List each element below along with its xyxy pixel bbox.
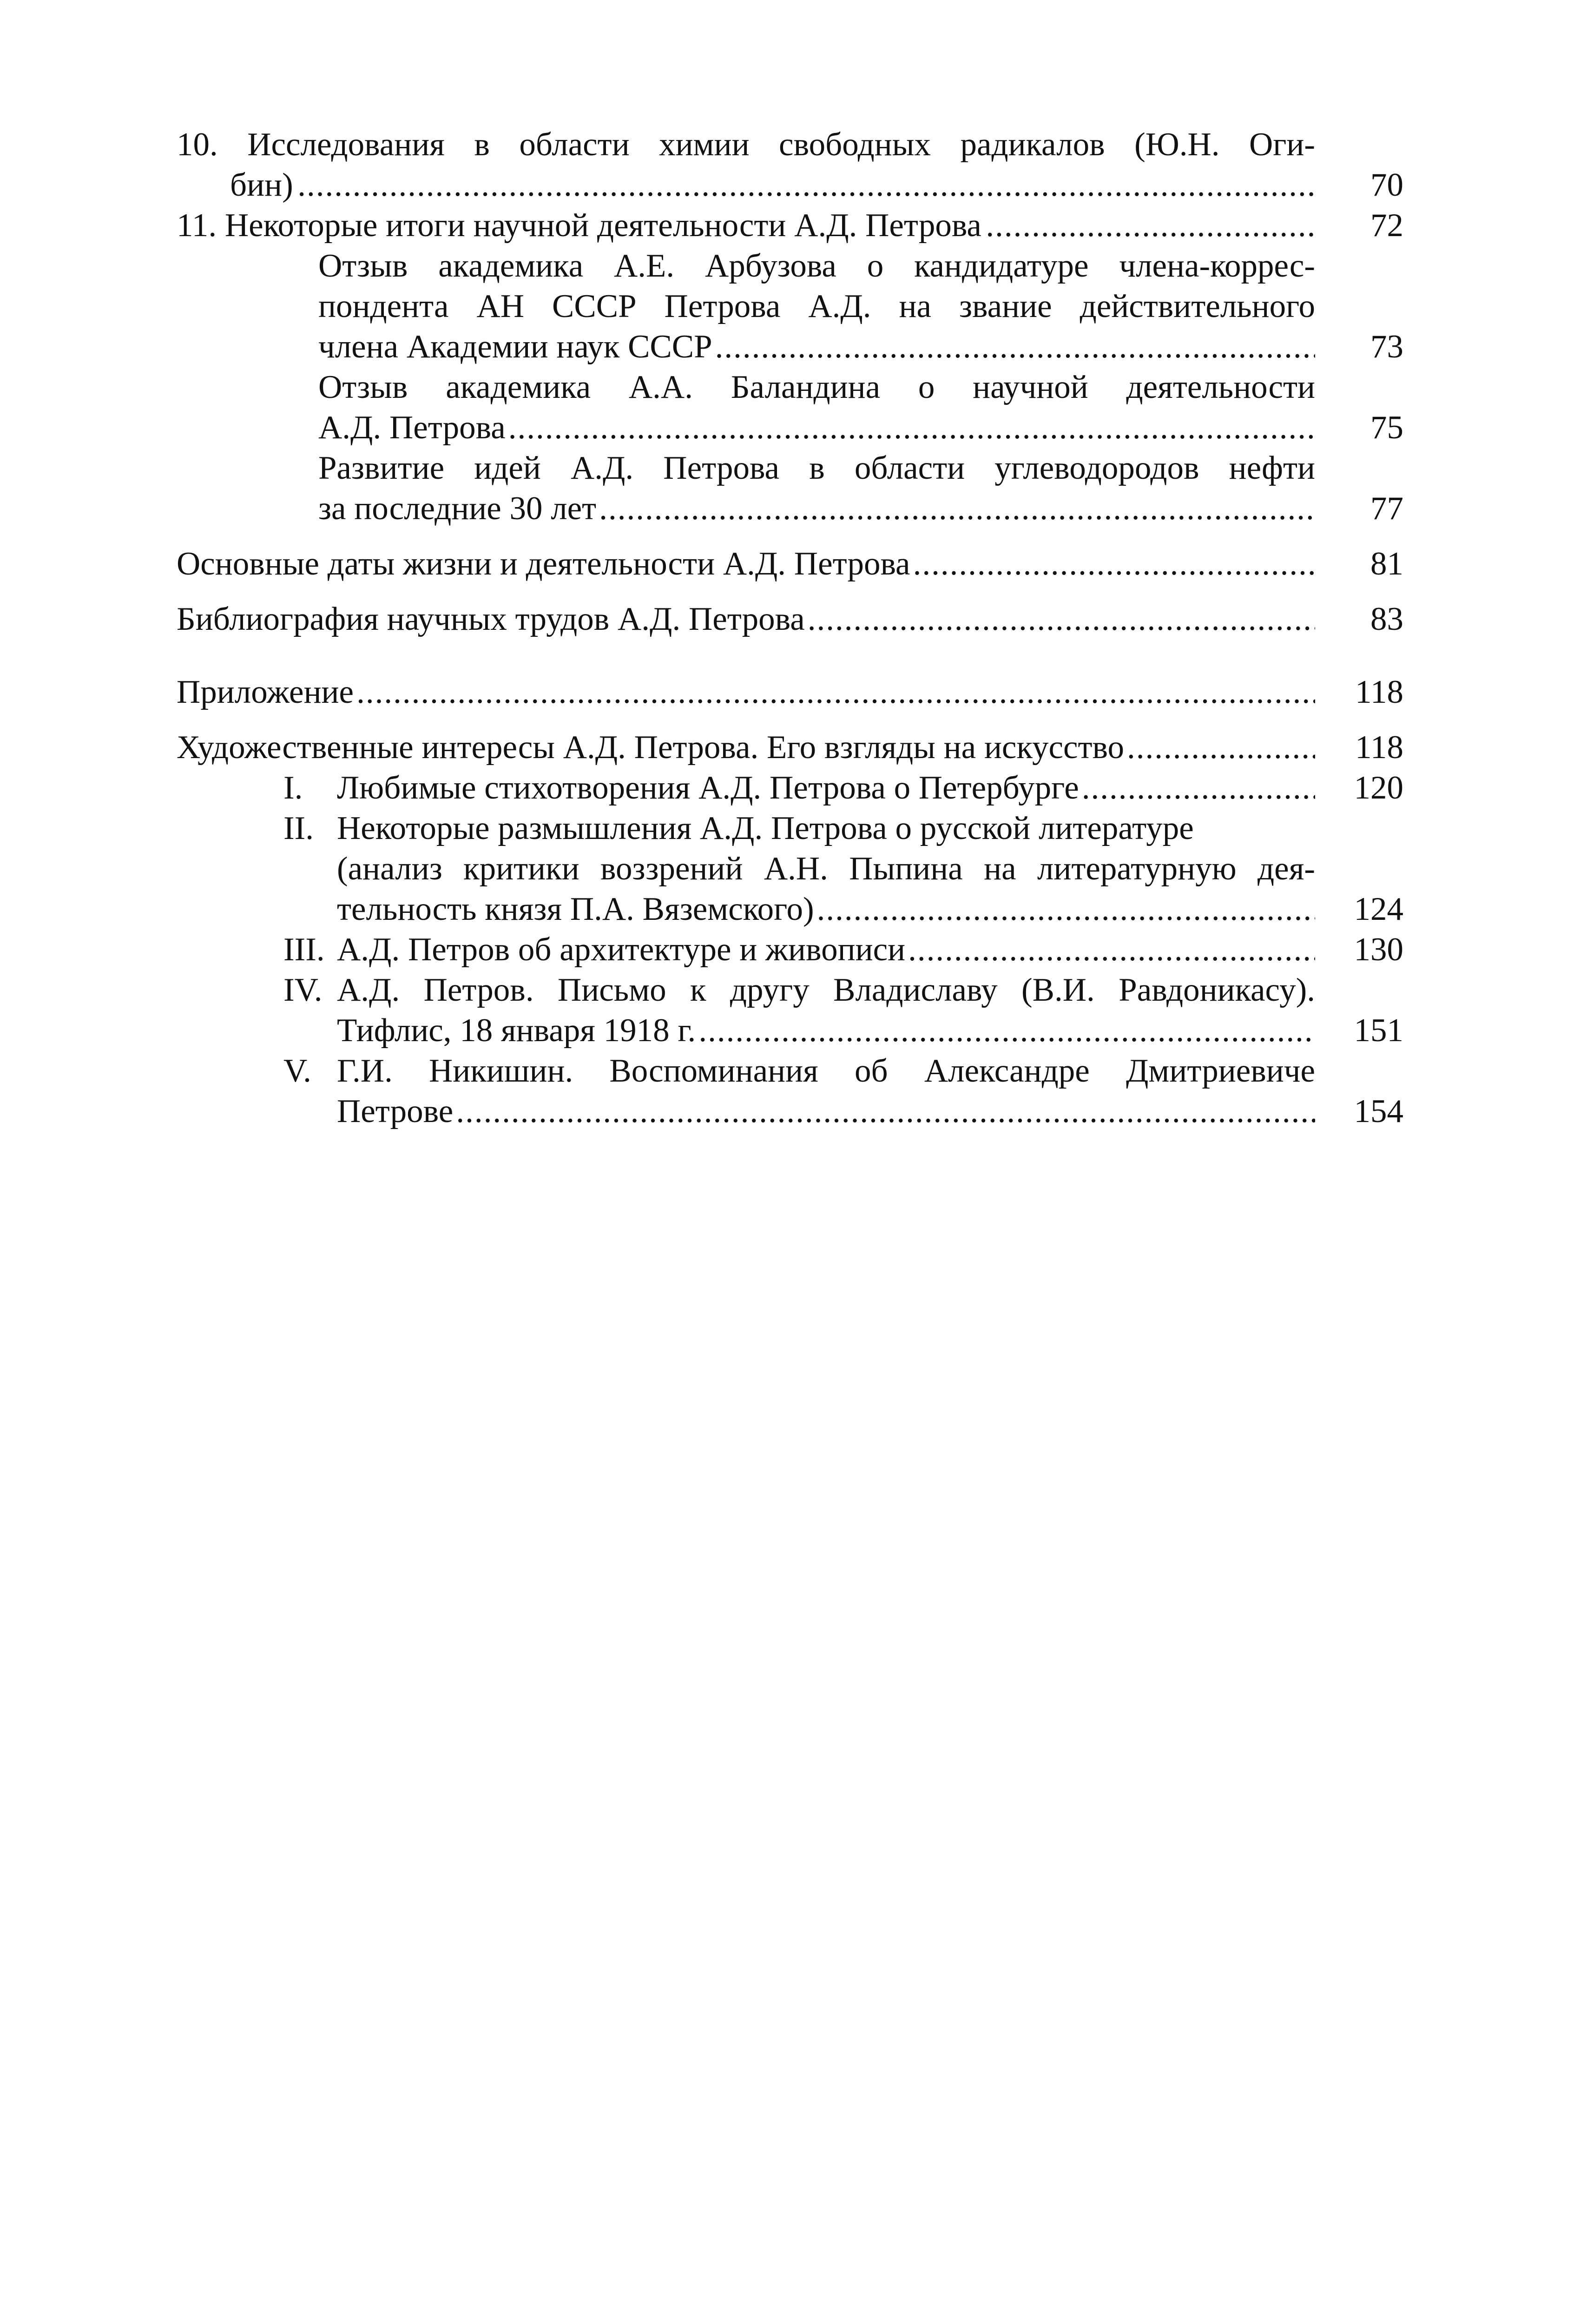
spacer [177,529,1403,544]
entry-title-line: Г.И. Никишин. Воспоминания об Александре Дмитриевиче [337,1053,1315,1089]
entry-title-end: Тифлис, 18 января 1918 г. [337,1012,696,1049]
leader-dots [1127,727,1315,768]
leader-dots [913,544,1315,584]
toc-entry-roman-1[interactable] [177,768,1403,808]
leader-dots [808,599,1315,640]
leader-dots [698,1010,1315,1051]
entry-title-line: Отзыв академика А.Е. Арбузова о кандидатуре члена-коррес- [318,248,1315,284]
toc-subentry-balandin[interactable] [177,367,1403,448]
leader-dots [1082,768,1315,808]
page-number: 73 [1370,329,1403,365]
leader-dots [599,489,1315,529]
toc-entry-roman-3[interactable] [177,930,1403,970]
entry-number: V. [283,1053,311,1089]
entry-title-line: Некоторые размышления А.Д. Петрова о русской литературе [337,810,1194,846]
entry-title: Некоторые итоги научной деятельности А.Д. Петрова [224,207,981,244]
toc-subentry-arbuzov[interactable] [177,246,1403,367]
entry-title-line: Развитие идей А.Д. Петрова в области углеводородов нефти [318,450,1315,486]
leader-dots [456,1091,1315,1132]
entry-number: I. [283,770,303,806]
entry-number: 11. [177,207,217,244]
leader-dots [817,889,1315,930]
entry-title-end: за последние 30 лет [318,490,597,527]
spacer [177,584,1403,599]
toc-entry-dates[interactable] [177,544,1403,584]
entry-title-line: (анализ критики воззрений А.Н. Пыпина на литературную дея- [337,851,1315,887]
spacer [177,713,1403,727]
page-number: 83 [1370,601,1403,637]
entry-title-end: бин) [230,167,293,203]
page-number: 124 [1354,891,1403,927]
page-number: 70 [1370,167,1403,203]
page-number: 120 [1354,770,1403,806]
toc-entry-roman-5[interactable] [177,1051,1403,1132]
entry-title-end: Петрове [337,1093,454,1129]
page-number: 75 [1370,409,1403,446]
entry-title: Художественные интересы А.Д. Петрова. Его взгляды на искусство [177,729,1125,766]
leader-dots [296,165,1315,205]
toc-entry-roman-4[interactable] [177,970,1403,1051]
entry-number: II. [283,810,314,846]
page-number: 81 [1370,546,1403,582]
toc-entry-bibliography[interactable] [177,599,1403,640]
entry-title: Приложение [177,674,354,710]
toc-entry-roman-2[interactable] [177,808,1403,930]
entry-title-line: Исследования в области химии свободных радикалов (Ю.Н. Оги- [247,126,1315,163]
entry-title-end: тельность князя П.А. Вяземского) [337,891,814,927]
page-number: 72 [1370,207,1403,244]
leader-dots [356,672,1315,713]
page-number: 118 [1355,729,1403,766]
entry-title: А.Д. Петров об архитектуре и живописи [337,931,906,968]
entry-title: Любимые стихотворения А.Д. Петрова о Петербурге [337,770,1079,806]
leader-dots [715,327,1315,367]
table-of-contents [177,125,1403,1132]
toc-entry-10[interactable] [177,125,1403,205]
entry-number: III. [283,931,325,968]
page-number: 151 [1354,1012,1403,1049]
spacer [177,640,1403,672]
leader-dots [984,205,1315,246]
page-number: 77 [1370,490,1403,527]
entry-title: Библиография научных трудов А.Д. Петрова [177,601,805,637]
entry-number: 10. [177,126,218,163]
entry-title-line: А.Д. Петров. Письмо к другу Владиславу (В.И. Равдоникасу). [337,972,1315,1008]
leader-dots [908,930,1315,970]
entry-title-end: члена Академии наук СССР [318,329,712,365]
entry-title-end: А.Д. Петрова [318,409,506,446]
entry-title-line: пондента АН СССР Петрова А.Д. на звание действительного [318,288,1315,324]
entry-title: Основные даты жизни и деятельности А.Д. Петрова [177,546,910,582]
toc-subentry-oil-ideas[interactable] [177,448,1403,529]
leader-dots [508,408,1315,448]
toc-entry-appendix[interactable] [177,672,1403,713]
entry-number: IV. [283,972,323,1008]
page-number: 154 [1354,1093,1403,1129]
page-number: 118 [1355,674,1403,710]
toc-entry-11[interactable] [177,205,1403,246]
toc-entry-art-interests[interactable] [177,727,1403,768]
entry-title-line: Отзыв академика А.А. Баландина о научной деятельности [318,369,1315,405]
page-number: 130 [1354,931,1403,968]
